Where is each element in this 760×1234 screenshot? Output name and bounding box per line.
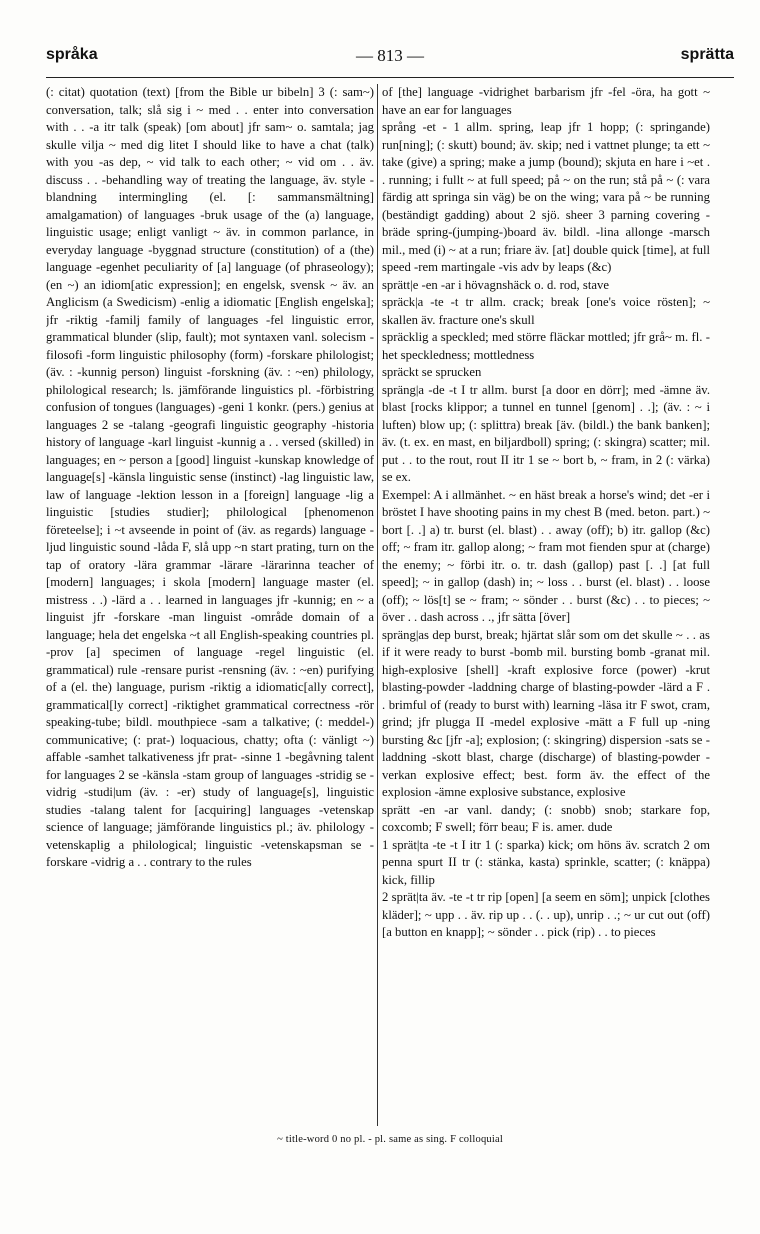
header-rule	[46, 77, 734, 78]
column-divider	[377, 84, 378, 1126]
left-column	[46, 84, 374, 1124]
entry-block: sprätt|e -en -ar i hövagnshäck o. d. rod, stave	[382, 277, 609, 292]
columns	[46, 84, 734, 1222]
entry-block: spräcklig a speckled; med större fläckar mottled; jfr grå~ m. fl. -het speckledness; mottledness	[382, 330, 710, 362]
page-header	[46, 46, 734, 70]
guide-word-right: sprätta	[680, 46, 734, 63]
entry-block: spräng|as dep burst, break; hjärtat slår som om det skulle ~ . . as if it were ready to burst -bomb mil. bursting bomb -granat mil. high-explosive [shell] -kraft explosive force (power) -krut blasting-powder -laddning charge of blasting-powder -lärd a F . . brimful of (ready to burst with) learning -läsa itr F swot, cram, grind; jfr plugga II -medel explosive -mätt a F full up -ning bursting &c [jfr -a]; explosion; (: skingring) dispersion -sats se -laddning -skott blast, charge (discharge) of blasting-powder -verkan explosive effect; best. form äv. the effect of the explosion -ämne explosive substance, explosive	[382, 627, 710, 799]
entry-block: Exempel: A i allmänhet. ~ en häst break a horse's wind; det -er i bröstet I have shooting pains in my chest B (med. beton. part.) ~ bort [. .] a) tr. burst (el. blast) . . away (off); b) itr. gallop (&c) off; ~ fram itr. gallop along; ~ fram mot fienden spur at (charge) the enemy; ~ förbi itr. o. tr. dash (gallop) past [. .] [at full speed]; ~ in gallop (dash) in; ~ loss . . burst (el. blast) . . loose (off); ~ lös[t] se ~ fram; ~ sönder . . burst (&c) . . to pieces; ~ över . . dash across . ., jfr sätta [över]	[382, 487, 710, 624]
page-footer: ~ title-word 0 no pl. - pl. same as sing. F colloquial	[277, 1134, 503, 1145]
entry-block: spräng|a -de -t I tr allm. burst [a door en dörr]; med -ämne äv. blast [rocks klippor; a tunnel en tunnel [genom] . .]; (äv. : ~ i luften) blow up; (: splittra) break [äv. (bildl.) the bank banken]; äv. (t. ex. en mast, en biljardboll) spring; (: skingra) scatter; mil. put . . to the rout, rout II itr 1 se ~ bort b, ~ fram, in 2 (: värka) se ex.	[382, 382, 710, 484]
entry-block: of [the] language -vidrighet barbarism jfr -fel -öra, ha gott ~ have an ear for languages	[382, 85, 710, 117]
entry-block: 2 sprät|ta äv. -te -t tr rip [open] [a seem en söm]; unpick [clothes kläder]; ~ upp . . äv. rip up . . (. . up), unrip . .; ~ ur cut out (off) [a button en knapp]; ~ sönder . . pick (rip) . . to pieces	[382, 890, 710, 939]
guide-word-left: språka	[46, 46, 98, 63]
entry-block: spräckt se sprucken	[382, 365, 482, 379]
entry-block: spräck|a -te -t tr allm. crack; break [one's voice rösten]; ~ skallen äv. fracture one's skull	[382, 295, 710, 327]
right-column	[382, 84, 710, 1124]
page-number: — 813 —	[356, 46, 424, 65]
entry-block: sprätt -en -ar vanl. dandy; (: snobb) snob; starkare fop, coxcomb; F swell; förr beau; F is. amer. dude	[382, 802, 710, 834]
entry-block: (: citat) quotation (text) [from the Bible ur bibeln] 3 (: sam~) conversation, talk; slå sig i ~ med . . enter into conversation with . . -a itr talk (speak) [om about] jfr sam~ o. samtala; jag skulle vilja ~ med dig litet I should like to have a chat (talk) with you -as dep, ~ vid talk to each other; ~ vid om . . äv. discuss . . -behandling way of treating the language, äv. style -blandning intermingling (el. [: sammansmältning] amalgamation) of languages -bruk usage of the (a) language, linguistic usage; enligt vanligt ~ äv. in common parlance, in everyday language -byggnad structure (constitution) of a (the) language -egenhet peculiarity of [a] language (of phraseology); (en ~) an idiom[atic expression]; en engelsk, svensk ~ äv. an Anglicism (a Swedicism) -enlig a idiomatic [English engelska]; jfr -riktig -familj family of languages -fel linguistic error, grammatical blunder (slip, fault); mot syntaxen vanl. solecism -filosofi -form linguistic philosophy (form) -forskare philologist; (äv. : -kunnig person) linguist -forskning (äv. : ~en) philology, philological research; ls. jämförande linguistics pl. -förbistring confusion of tongues (languages) -geni 1 konkr. (pers.) genius at languages 2 se -talang -geografi linguistic geography -historia history of language -karl linguist -kunnig a . . versed (skilled) in languages; en ~ person a [good] linguist -kunskap knowledge of language[s] -känsla linguistic sense (instinct) -lag linguistic law, law of language -lektion lesson in a [foreign] language -lig a linguistic [studies studier]; philological [phenomenon företeelse]; i ~t avseende in point of (äv. as regards) language -ljud linguistic sound -låda F, slå upp ~n start prating, turn on the tap of oratory -lära grammar -lärare -lärarinna teacher of [modern] languages; i skola [modern] language master (el. mistress . .) -lärd a . . learned in languages jfr -kunnig; en ~ a linguist jfr -forskare -man linguist -område domain of a language; hela det engelska ~t all English-speaking countries pl. -prov [a] specimen of language -regel linguistic (el. grammatical) rule -rensare purist -rensning (äv. : ~en) purifying of a (el. the) language, purism -riktig a idiomatic[ally correct], grammatical[ly correct] -riktighet grammatical correctness -rör speaking-tube; bildl. mouthpiece -sam a talkative; (: meddel-) communicative; (: prat-) loquacious, chatty; ofta (: vänligt ~) affable -samhet talkativeness jfr prat- -sinne 1 -begåvning talent for languages 2 se -känsla -stam group of languages -stridig se -vidrig -studi|um (äv. : -er) study of language[s], linguistic studies -talang talent for [acquiring] languages -vetenskap science of language; jämförande linguistics pl.; äv. philology -vetenskaplig a philological; linguistic -vetenskapsman se -forskare -vidrig a . . contrary to the rules	[46, 85, 374, 869]
entry-block: 1 sprät|ta -te -t I itr 1 (: sparka) kick; om höns äv. scratch 2 om penna spurt II tr (: stänka, kasta) sprinkle, scatter; (: knäppa) kick, fillip	[382, 837, 710, 887]
entry-block: språng -et - 1 allm. spring, leap jfr 1 hopp; (: springande) run[ning]; (: skutt) bound; äv. skip; ned i vattnet plunge; ta ett ~ take (give) a spring; make a jump (bound); skjuta en hare i ~et . . running; i fullt ~ at full speed; på ~ on the run; stå på ~ (: vara färdig att springa sin väg) be on the wing; vara på ~ be running (beständigt gadding) about 2 sjö. sheer 3 parning covering -bräde spring-(jumping-)board äv. bildl. -lina allonge -marsch mil., med (i) ~ at a run; friare äv. [at] double quick [time], at full speed -rem martingale -vis adv by leaps (&c)	[382, 120, 710, 274]
